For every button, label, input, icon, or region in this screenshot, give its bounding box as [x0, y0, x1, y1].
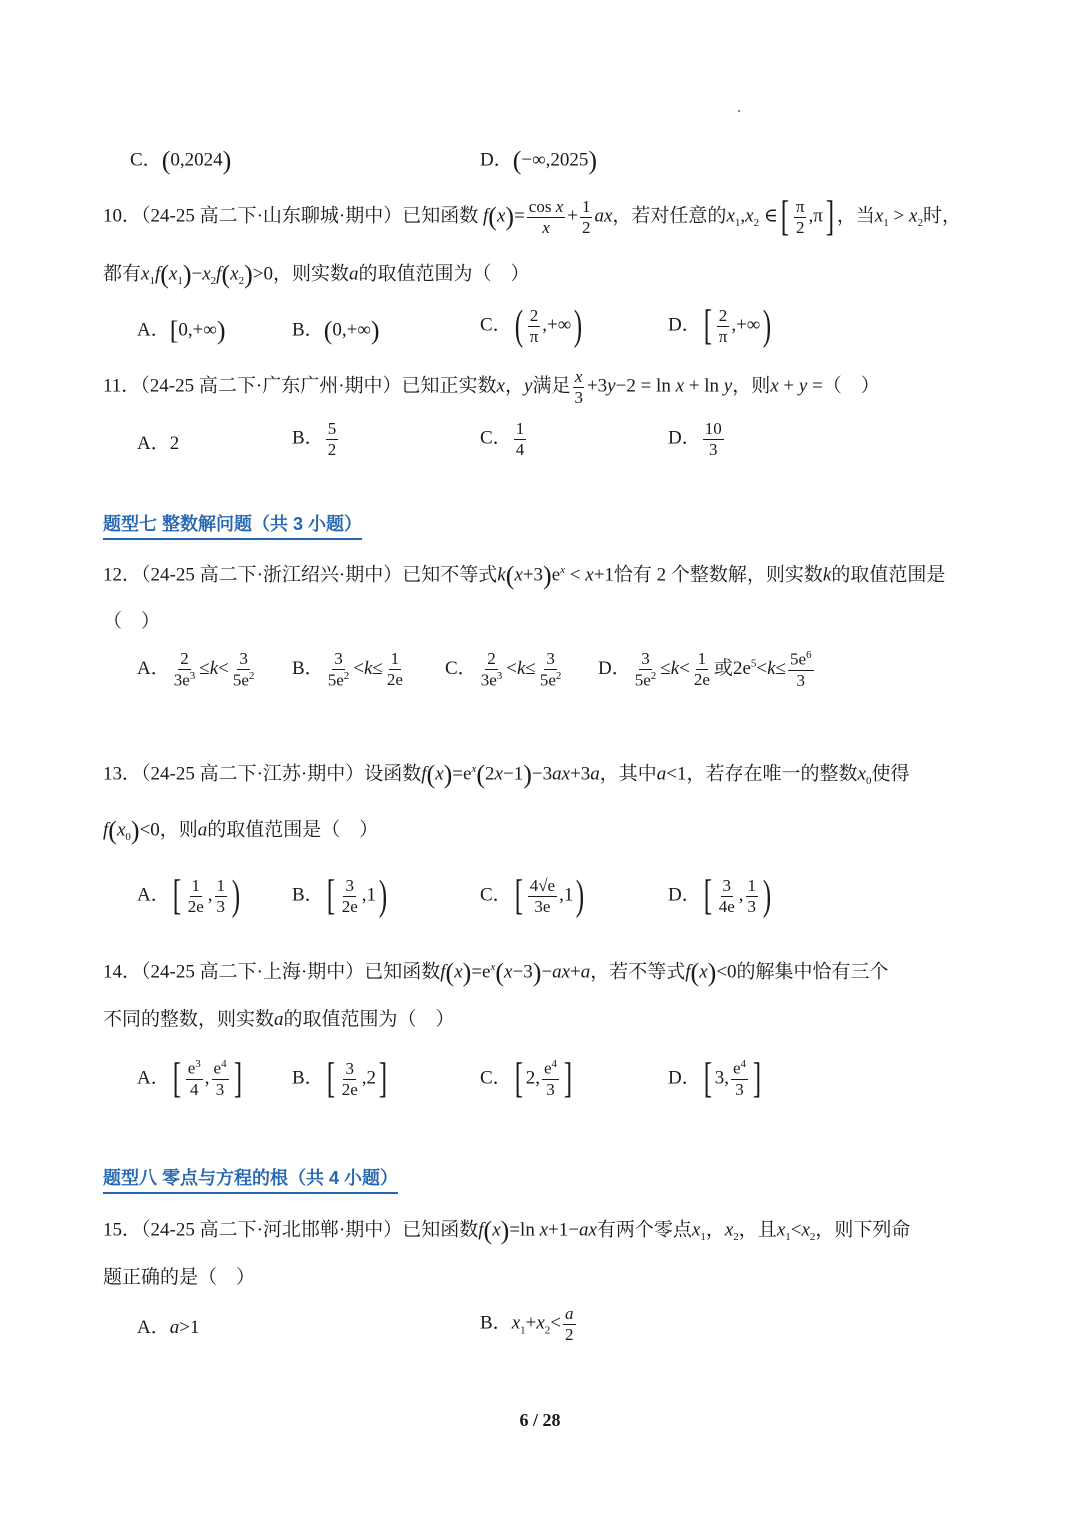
q12-stem-line2: （ ）	[103, 611, 161, 632]
q10-stem-line1: 10．（24-25 高二下·山东聊城·期中）已知函数 f(x)= $\frac{\text{cos x}}{x}$ + $\frac{1}{2}$ ax，若对任意的$x_1,x_2$ ∈[ $\frac{\pi}{2}$ ,π] ，当$x_1 > x_2$时，	[103, 194, 961, 240]
q9-option-c: C．(0,2024)	[130, 146, 232, 175]
q11-option-d: D． $\frac{10}{3}$	[668, 419, 722, 459]
q12-option-c: C． $\frac{2}{3e^3}$ <k≤ $\frac{3}{5e^2}$	[445, 649, 562, 690]
q15-stem-line1: 15．（24-25 高二下·河北邯郸·期中）已知函数f(x)=ln x+1−ax有两个零点$x_1$，$x_2$，且$x_1<x_2$，则下列命	[103, 1216, 911, 1245]
q11-option-c: C． $\frac{1}{4}$	[480, 419, 525, 459]
q11-option-a: A．2	[137, 433, 180, 454]
q12-option-a: A． $\frac{2}{3e^3}$ ≤k< $\frac{3}{5e^2}$	[137, 649, 255, 690]
q15-option-a: A．a>1	[137, 1317, 200, 1338]
section-heading-7: 题型七 整数解问题（共 3 小题）	[103, 510, 362, 540]
q13-option-a: A．[ $\frac{1}{2e}$ , $\frac{1}{3}$ )	[137, 873, 241, 919]
q12-option-d: D． $\frac{3}{5e^2}$ ≤k< $\frac{1}{2e}$ 或$2e^5<k\le$ $\frac{5e^6}{3}$	[598, 649, 812, 690]
q15-option-b: B．$x_1+x_2<$ $\frac{a}{2}$	[480, 1304, 574, 1344]
q14-stem-line1: 14．（24-25 高二下·上海·期中）已知函数$f(x)=e^x(x-3)-ax+a$，若不等式f(x)<0的解集中恰有三个	[103, 958, 889, 987]
section-heading-8: 题型八 零点与方程的根（共 4 小题）	[103, 1164, 398, 1194]
q10-option-d: D．[ $\frac{2}{\pi}$ ,+∞)	[668, 303, 772, 349]
q14-option-d: D．[ 3, $\frac{e^4}{3}$ ]	[668, 1056, 762, 1102]
scan-speck	[738, 110, 740, 112]
q13-option-d: D．[ $\frac{3}{4e}$ , $\frac{1}{3}$ )	[668, 873, 772, 919]
q14-option-c: C．[ 2, $\frac{e^4}{3}$ ]	[480, 1056, 573, 1102]
q9-option-d: D．(−∞,2025)	[480, 146, 598, 175]
q11-stem: 11．（24-25 高二下·广东广州·期中）已知正实数x，y满足 $\frac{x}{3}$ +3y−2 = ln x + ln y，则x + y =（ ）	[103, 367, 880, 407]
q12-option-b: B． $\frac{3}{5e^2}$ <k≤ $\frac{1}{2e}$	[292, 649, 403, 690]
q13-stem-line2: $f(x_0)<0$，则a的取值范围是（ ）	[103, 816, 379, 845]
q12-stem-line1: 12．（24-25 高二下·浙江绍兴·期中）已知不等式$k(x+3)e^x < x+1$恰有 2 个整数解，则实数k的取值范围是	[103, 561, 946, 590]
page-number: 6 / 28	[519, 1410, 561, 1430]
q10-option-a: A．[0,+∞)	[137, 316, 226, 345]
q13-option-c: C．[ $\frac{4√e}{3e}$ ,1)	[480, 873, 585, 919]
q15-stem-line2: 题正确的是（ ）	[103, 1267, 256, 1288]
q14-option-b: B．[ $\frac{3}{2e}$ ,2]	[292, 1056, 388, 1102]
q10-option-b: B．(0,+∞)	[292, 316, 380, 345]
q14-option-a: A．[ $\frac{e^3}{4}$ , $\frac{e^4}{3}$ ]	[137, 1056, 242, 1102]
q13-option-b: B．[ $\frac{3}{2e}$ ,1)	[292, 873, 388, 919]
q13-stem-line1: 13．（24-25 高二下·江苏·期中）设函数$f(x)=e^x(2x-1)-3ax+3a$，其中a<1，若存在唯一的整数$x_0$使得	[103, 760, 910, 789]
q10-stem-line2: 都有$x_1f(x_1)-x_2f(x_2)>0$，则实数a的取值范围为（ ）	[103, 260, 530, 289]
q10-option-c: C．( $\frac{2}{\pi}$ ,+∞)	[480, 303, 583, 349]
q14-stem-line2: 不同的整数，则实数a的取值范围为（ ）	[103, 1009, 455, 1030]
q11-option-b: B． $\frac{5}{2}$	[292, 419, 337, 459]
